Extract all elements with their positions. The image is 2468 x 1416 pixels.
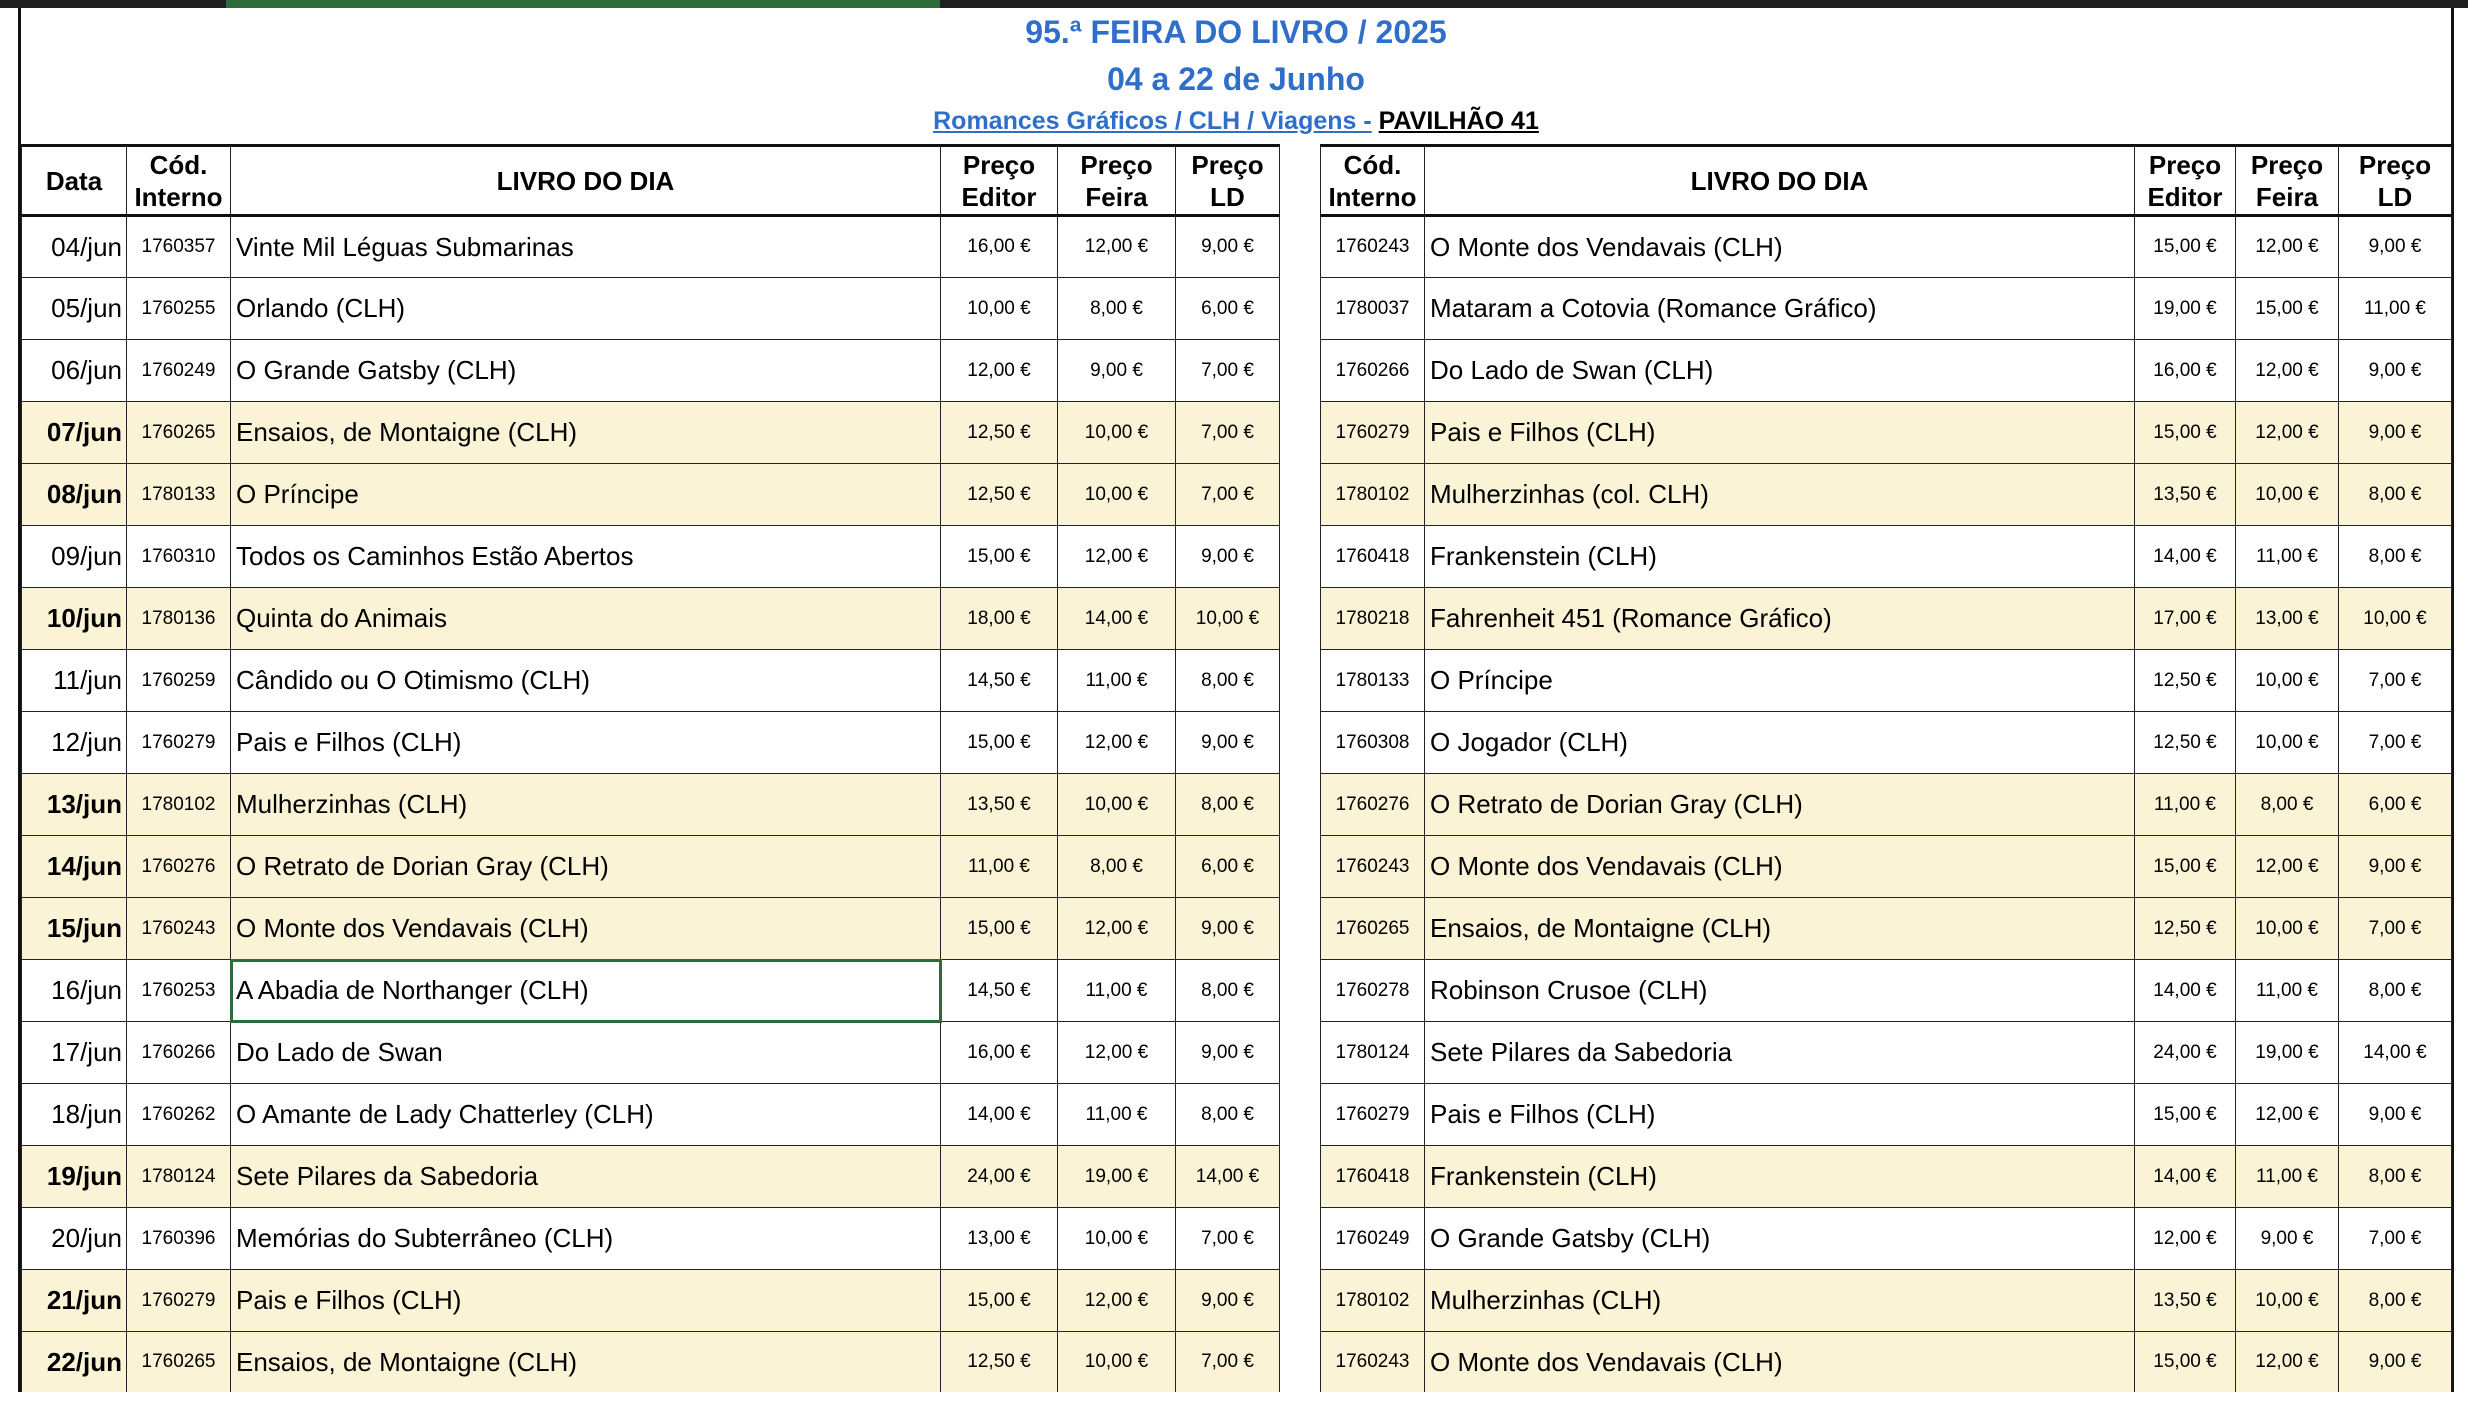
date-cell[interactable]: 16/jun	[22, 960, 127, 1022]
price-ld-cell-left[interactable]: 7,00 €	[1176, 464, 1280, 526]
date-cell[interactable]: 09/jun	[22, 526, 127, 588]
price-ld-cell-right[interactable]: 8,00 €	[2339, 464, 2452, 526]
price-editor-cell-right[interactable]: 15,00 €	[2135, 1084, 2236, 1146]
book-title-cell-right[interactable]: O Monte dos Vendavais (CLH)	[1425, 836, 2135, 898]
table-row	[22, 1084, 2452, 1146]
price-ld-cell-right[interactable]: 9,00 €	[2339, 340, 2452, 402]
date-cell[interactable]: 21/jun	[22, 1270, 127, 1332]
price-feira-cell-right[interactable]: 11,00 €	[2236, 526, 2339, 588]
gap-cell[interactable]	[1280, 588, 1321, 650]
date-cell[interactable]: 07/jun	[22, 402, 127, 464]
price-editor-cell-left[interactable]: 13,50 €	[941, 774, 1058, 836]
price-editor-cell-left[interactable]: 10,00 €	[941, 278, 1058, 340]
price-editor-cell-right[interactable]: 15,00 €	[2135, 216, 2236, 278]
page-title[interactable]: 95.ª FEIRA DO LIVRO / 2025	[1025, 14, 1447, 50]
price-feira-cell-left[interactable]: 12,00 €	[1058, 1022, 1176, 1084]
price-feira-cell-left[interactable]: 10,00 €	[1058, 402, 1176, 464]
table-row	[22, 526, 2452, 588]
subtitle[interactable]	[21, 107, 2451, 136]
price-feira-cell-left[interactable]: 11,00 €	[1058, 650, 1176, 712]
price-feira-cell-right[interactable]: 12,00 €	[2236, 1084, 2339, 1146]
date-cell[interactable]: 19/jun	[22, 1146, 127, 1208]
table-row	[22, 340, 2452, 402]
price-editor-cell-right[interactable]: 12,00 €	[2135, 1208, 2236, 1270]
price-feira-cell-right[interactable]: 9,00 €	[2236, 1208, 2339, 1270]
book-title-cell-left[interactable]: Mulherzinhas (CLH)	[231, 774, 941, 836]
code-cell-right[interactable]: 1780124	[1321, 1022, 1425, 1084]
book-title-cell-right[interactable]: Sete Pilares da Sabedoria	[1425, 1022, 2135, 1084]
table-row	[22, 1270, 2452, 1332]
date-cell[interactable]: 18/jun	[22, 1084, 127, 1146]
book-title-cell-left[interactable]: Vinte Mil Léguas Submarinas	[231, 216, 941, 278]
book-title-cell-right[interactable]: Mataram a Cotovia (Romance Gráfico)	[1425, 278, 2135, 340]
table-row	[22, 1022, 2452, 1084]
table-row	[22, 1146, 2452, 1208]
header-price-editor-left[interactable]: Preço Editor	[941, 146, 1058, 216]
header-date[interactable]: Data	[22, 146, 127, 216]
gap-cell[interactable]	[1280, 774, 1321, 836]
book-title-cell-left[interactable]: O Monte dos Vendavais (CLH)	[231, 898, 941, 960]
price-editor-cell-left[interactable]: 13,00 €	[941, 1208, 1058, 1270]
price-ld-cell-left[interactable]: 7,00 €	[1176, 340, 1280, 402]
code-cell-left[interactable]: 1760249	[127, 340, 231, 402]
book-title-cell-right[interactable]: O Retrato de Dorian Gray (CLH)	[1425, 774, 2135, 836]
price-editor-cell-right[interactable]: 14,00 €	[2135, 526, 2236, 588]
gap-cell[interactable]	[1280, 1022, 1321, 1084]
code-cell-left[interactable]: 1760357	[127, 216, 231, 278]
price-feira-cell-left[interactable]: 10,00 €	[1058, 1208, 1176, 1270]
gap-cell[interactable]	[1280, 1270, 1321, 1332]
price-ld-cell-right[interactable]: 7,00 €	[2339, 650, 2452, 712]
book-title-cell-right[interactable]: O Príncipe	[1425, 650, 2135, 712]
gap-cell[interactable]	[1280, 1332, 1321, 1394]
price-editor-cell-right[interactable]: 16,00 €	[2135, 340, 2236, 402]
date-cell[interactable]: 10/jun	[22, 588, 127, 650]
book-title-cell-left[interactable]: O Príncipe	[231, 464, 941, 526]
header-code-left[interactable]: Cód. Interno	[127, 146, 231, 216]
code-cell-left[interactable]: 1760266	[127, 1022, 231, 1084]
code-cell-left[interactable]: 1760253	[127, 960, 231, 1022]
price-editor-cell-right[interactable]: 19,00 €	[2135, 278, 2236, 340]
code-cell-left[interactable]: 1760310	[127, 526, 231, 588]
price-feira-cell-right[interactable]: 11,00 €	[2236, 960, 2339, 1022]
book-of-the-day-table	[21, 144, 2452, 1395]
price-ld-cell-right[interactable]: 7,00 €	[2339, 898, 2452, 960]
table-row	[22, 216, 2452, 278]
code-cell-left[interactable]: 1760255	[127, 278, 231, 340]
code-cell-right[interactable]: 1760276	[1321, 774, 1425, 836]
code-cell-right[interactable]: 1760265	[1321, 898, 1425, 960]
gap-cell[interactable]	[1280, 650, 1321, 712]
book-title-cell-left[interactable]: O Retrato de Dorian Gray (CLH)	[231, 836, 941, 898]
code-cell-right[interactable]: 1780133	[1321, 650, 1425, 712]
date-cell[interactable]: 22/jun	[22, 1332, 127, 1394]
code-cell-right[interactable]: 1760279	[1321, 1084, 1425, 1146]
price-ld-cell-left[interactable]: 7,00 €	[1176, 402, 1280, 464]
book-title-cell-left[interactable]: Ensaios, de Montaigne (CLH)	[231, 1332, 941, 1394]
price-editor-cell-left[interactable]: 24,00 €	[941, 1146, 1058, 1208]
price-feira-cell-right[interactable]: 10,00 €	[2236, 1270, 2339, 1332]
price-editor-cell-left[interactable]: 12,00 €	[941, 340, 1058, 402]
price-ld-cell-right[interactable]: 9,00 €	[2339, 216, 2452, 278]
book-title-cell-right[interactable]: Fahrenheit 451 (Romance Gráfico)	[1425, 588, 2135, 650]
price-ld-cell-left[interactable]: 9,00 €	[1176, 216, 1280, 278]
price-feira-cell-right[interactable]: 19,00 €	[2236, 1022, 2339, 1084]
code-cell-right[interactable]: 1760266	[1321, 340, 1425, 402]
code-cell-right[interactable]: 1760418	[1321, 526, 1425, 588]
gap-cell[interactable]	[1280, 960, 1321, 1022]
code-cell-left[interactable]: 1760279	[127, 712, 231, 774]
price-editor-cell-right[interactable]: 24,00 €	[2135, 1022, 2236, 1084]
price-ld-cell-right[interactable]: 9,00 €	[2339, 402, 2452, 464]
price-ld-cell-right[interactable]: 14,00 €	[2339, 1022, 2452, 1084]
book-title-cell-right[interactable]: Mulherzinhas (col. CLH)	[1425, 464, 2135, 526]
book-title-cell-left[interactable]: Sete Pilares da Sabedoria	[231, 1146, 941, 1208]
book-title-cell-left[interactable]: O Amante de Lady Chatterley (CLH)	[231, 1084, 941, 1146]
spreadsheet-top-border	[0, 0, 2468, 8]
book-title-cell-right[interactable]: O Jogador (CLH)	[1425, 712, 2135, 774]
code-cell-left[interactable]: 1760243	[127, 898, 231, 960]
price-editor-cell-left[interactable]: 15,00 €	[941, 712, 1058, 774]
price-ld-cell-right[interactable]: 8,00 €	[2339, 1270, 2452, 1332]
code-cell-left[interactable]: 1780102	[127, 774, 231, 836]
table-row	[22, 1208, 2452, 1270]
book-title-cell-right[interactable]: Robinson Crusoe (CLH)	[1425, 960, 2135, 1022]
table-row	[22, 402, 2452, 464]
price-feira-cell-left[interactable]: 19,00 €	[1058, 1146, 1176, 1208]
price-ld-cell-left[interactable]: 10,00 €	[1176, 588, 1280, 650]
date-cell[interactable]: 20/jun	[22, 1208, 127, 1270]
book-title-cell-right[interactable]: Pais e Filhos (CLH)	[1425, 402, 2135, 464]
table-row	[22, 836, 2452, 898]
code-cell-left[interactable]: 1760265	[127, 402, 231, 464]
price-feira-cell-right[interactable]: 15,00 €	[2236, 278, 2339, 340]
code-cell-right[interactable]: 1780037	[1321, 278, 1425, 340]
price-ld-cell-right[interactable]: 7,00 €	[2339, 1208, 2452, 1270]
book-title-cell-left[interactable]: A Abadia de Northanger (CLH)	[231, 960, 941, 1022]
book-title-cell-left[interactable]: Ensaios, de Montaigne (CLH)	[231, 402, 941, 464]
gap-cell[interactable]	[1280, 1208, 1321, 1270]
price-feira-cell-left[interactable]: 12,00 €	[1058, 526, 1176, 588]
price-editor-cell-left[interactable]: 14,50 €	[941, 960, 1058, 1022]
price-editor-cell-right[interactable]: 11,00 €	[2135, 774, 2236, 836]
code-cell-left[interactable]: 1760279	[127, 1270, 231, 1332]
book-title-cell-right[interactable]: Pais e Filhos (CLH)	[1425, 1084, 2135, 1146]
price-editor-cell-right[interactable]: 15,00 €	[2135, 1332, 2236, 1394]
gap-cell[interactable]	[1280, 216, 1321, 278]
price-editor-cell-left[interactable]: 14,00 €	[941, 1084, 1058, 1146]
price-feira-cell-right[interactable]: 10,00 €	[2236, 650, 2339, 712]
code-cell-right[interactable]: 1760279	[1321, 402, 1425, 464]
book-title-cell-left[interactable]: Orlando (CLH)	[231, 278, 941, 340]
table-row	[22, 464, 2452, 526]
table-row	[22, 898, 2452, 960]
price-editor-cell-right[interactable]: 17,00 €	[2135, 588, 2236, 650]
price-feira-cell-left[interactable]: 12,00 €	[1058, 712, 1176, 774]
code-cell-left[interactable]: 1780133	[127, 464, 231, 526]
price-editor-cell-right[interactable]: 12,50 €	[2135, 898, 2236, 960]
price-editor-cell-left[interactable]: 12,50 €	[941, 1332, 1058, 1394]
code-cell-right[interactable]: 1760278	[1321, 960, 1425, 1022]
gap-cell[interactable]	[1280, 898, 1321, 960]
price-feira-cell-left[interactable]: 10,00 €	[1058, 774, 1176, 836]
date-cell[interactable]: 05/jun	[22, 278, 127, 340]
price-feira-cell-right[interactable]: 13,00 €	[2236, 588, 2339, 650]
price-ld-cell-right[interactable]: 8,00 €	[2339, 960, 2452, 1022]
table-row	[22, 774, 2452, 836]
price-ld-cell-right[interactable]: 11,00 €	[2339, 278, 2452, 340]
gap-cell[interactable]	[1280, 1084, 1321, 1146]
price-editor-cell-left[interactable]: 18,00 €	[941, 588, 1058, 650]
price-ld-cell-left[interactable]: 9,00 €	[1176, 1022, 1280, 1084]
gap-cell[interactable]	[1280, 526, 1321, 588]
gap-cell[interactable]	[1280, 712, 1321, 774]
date-cell[interactable]: 13/jun	[22, 774, 127, 836]
gap-cell[interactable]	[1280, 340, 1321, 402]
price-feira-cell-left[interactable]: 8,00 €	[1058, 278, 1176, 340]
price-editor-cell-left[interactable]: 12,50 €	[941, 402, 1058, 464]
price-ld-cell-right[interactable]: 8,00 €	[2339, 526, 2452, 588]
price-editor-cell-right[interactable]: 12,50 €	[2135, 712, 2236, 774]
price-ld-cell-left[interactable]: 8,00 €	[1176, 774, 1280, 836]
table-row	[22, 278, 2452, 340]
price-ld-cell-left[interactable]: 6,00 €	[1176, 278, 1280, 340]
price-editor-cell-left[interactable]: 12,50 €	[941, 464, 1058, 526]
gap-cell[interactable]	[1280, 464, 1321, 526]
spreadsheet-sheet	[18, 8, 2454, 1392]
price-ld-cell-left[interactable]: 7,00 €	[1176, 1208, 1280, 1270]
book-title-cell-left[interactable]: O Grande Gatsby (CLH)	[231, 340, 941, 402]
header-gap[interactable]	[1280, 146, 1321, 216]
code-cell-right[interactable]: 1780102	[1321, 1270, 1425, 1332]
header-price-feira-left[interactable]: Preço Feira	[1058, 146, 1176, 216]
price-feira-cell-right[interactable]: 10,00 €	[2236, 712, 2339, 774]
table-row	[22, 712, 2452, 774]
price-feira-cell-right[interactable]: 12,00 €	[2236, 1332, 2339, 1394]
date-cell[interactable]: 15/jun	[22, 898, 127, 960]
header-price-ld-right[interactable]: Preço LD	[2339, 146, 2452, 216]
price-feira-cell-left[interactable]: 12,00 €	[1058, 216, 1176, 278]
code-cell-right[interactable]: 1780102	[1321, 464, 1425, 526]
date-cell[interactable]: 12/jun	[22, 712, 127, 774]
book-title-cell-right[interactable]: Mulherzinhas (CLH)	[1425, 1270, 2135, 1332]
header-title-left[interactable]: LIVRO DO DIA	[231, 146, 941, 216]
header-price-feira-right[interactable]: Preço Feira	[2236, 146, 2339, 216]
price-feira-cell-left[interactable]: 12,00 €	[1058, 1270, 1176, 1332]
date-cell[interactable]: 14/jun	[22, 836, 127, 898]
table-row	[22, 650, 2452, 712]
price-feira-cell-left[interactable]: 11,00 €	[1058, 960, 1176, 1022]
price-editor-cell-left[interactable]: 15,00 €	[941, 898, 1058, 960]
price-feira-cell-right[interactable]: 12,00 €	[2236, 836, 2339, 898]
code-cell-right[interactable]: 1760308	[1321, 712, 1425, 774]
book-title-cell-right[interactable]: Frankenstein (CLH)	[1425, 1146, 2135, 1208]
price-editor-cell-right[interactable]: 13,50 €	[2135, 464, 2236, 526]
date-cell[interactable]: 11/jun	[22, 650, 127, 712]
price-ld-cell-left[interactable]: 8,00 €	[1176, 650, 1280, 712]
price-ld-cell-right[interactable]: 9,00 €	[2339, 1332, 2452, 1394]
price-editor-cell-right[interactable]: 14,00 €	[2135, 1146, 2236, 1208]
header-code-right[interactable]: Cód. Interno	[1321, 146, 1425, 216]
price-feira-cell-left[interactable]: 8,00 €	[1058, 836, 1176, 898]
price-feira-cell-right[interactable]: 8,00 €	[2236, 774, 2339, 836]
book-title-cell-right[interactable]: O Monte dos Vendavais (CLH)	[1425, 216, 2135, 278]
book-title-cell-left[interactable]: Pais e Filhos (CLH)	[231, 712, 941, 774]
date-range-title[interactable]: 04 a 22 de Junho	[1107, 61, 1365, 97]
price-editor-cell-right[interactable]: 14,00 €	[2135, 960, 2236, 1022]
code-cell-left[interactable]: 1760276	[127, 836, 231, 898]
date-cell[interactable]: 17/jun	[22, 1022, 127, 1084]
code-cell-left[interactable]: 1780136	[127, 588, 231, 650]
book-title-cell-left[interactable]: Pais e Filhos (CLH)	[231, 1270, 941, 1332]
price-ld-cell-left[interactable]: 14,00 €	[1176, 1146, 1280, 1208]
price-ld-cell-left[interactable]: 7,00 €	[1176, 1332, 1280, 1394]
price-editor-cell-left[interactable]: 11,00 €	[941, 836, 1058, 898]
price-ld-cell-left[interactable]: 8,00 €	[1176, 1084, 1280, 1146]
header-price-editor-right[interactable]: Preço Editor	[2135, 146, 2236, 216]
price-ld-cell-left[interactable]: 6,00 €	[1176, 836, 1280, 898]
subtitle-categories: Romances Gráficos / CLH / Viagens -	[933, 107, 1372, 135]
code-cell-left[interactable]: 1780124	[127, 1146, 231, 1208]
price-editor-cell-left[interactable]: 16,00 €	[941, 216, 1058, 278]
title-block	[21, 8, 2451, 144]
price-ld-cell-left[interactable]: 9,00 €	[1176, 1270, 1280, 1332]
price-ld-cell-right[interactable]: 8,00 €	[2339, 1146, 2452, 1208]
code-cell-left[interactable]: 1760259	[127, 650, 231, 712]
code-cell-left[interactable]: 1760265	[127, 1332, 231, 1394]
price-feira-cell-right[interactable]: 12,00 €	[2236, 340, 2339, 402]
price-ld-cell-left[interactable]: 9,00 €	[1176, 526, 1280, 588]
book-title-cell-left[interactable]: Todos os Caminhos Estão Abertos	[231, 526, 941, 588]
price-ld-cell-right[interactable]: 6,00 €	[2339, 774, 2452, 836]
price-editor-cell-right[interactable]: 15,00 €	[2135, 836, 2236, 898]
price-editor-cell-left[interactable]: 15,00 €	[941, 1270, 1058, 1332]
price-editor-cell-left[interactable]: 14,50 €	[941, 650, 1058, 712]
book-title-cell-left[interactable]: Quinta do Animais	[231, 588, 941, 650]
price-feira-cell-right[interactable]: 12,00 €	[2236, 216, 2339, 278]
book-title-cell-left[interactable]: Cândido ou O Otimismo (CLH)	[231, 650, 941, 712]
price-editor-cell-right[interactable]: 15,00 €	[2135, 402, 2236, 464]
column-selection-indicator	[226, 0, 940, 8]
header-price-ld-left[interactable]: Preço LD	[1176, 146, 1280, 216]
code-cell-left[interactable]: 1760262	[127, 1084, 231, 1146]
price-feira-cell-left[interactable]: 10,00 €	[1058, 464, 1176, 526]
book-title-cell-right[interactable]: Do Lado de Swan (CLH)	[1425, 340, 2135, 402]
table-row	[22, 1332, 2452, 1394]
price-editor-cell-left[interactable]: 15,00 €	[941, 526, 1058, 588]
code-cell-right[interactable]: 1760243	[1321, 216, 1425, 278]
table-row	[22, 960, 2452, 1022]
table-row	[22, 588, 2452, 650]
book-title-cell-right[interactable]: Frankenstein (CLH)	[1425, 526, 2135, 588]
price-feira-cell-left[interactable]: 11,00 €	[1058, 1084, 1176, 1146]
price-feira-cell-left[interactable]: 9,00 €	[1058, 340, 1176, 402]
book-title-cell-left[interactable]: Do Lado de Swan	[231, 1022, 941, 1084]
book-title-cell-left[interactable]: Memórias do Subterrâneo (CLH)	[231, 1208, 941, 1270]
price-ld-cell-right[interactable]: 7,00 €	[2339, 712, 2452, 774]
price-feira-cell-left[interactable]: 10,00 €	[1058, 1332, 1176, 1394]
book-title-cell-right[interactable]: O Monte dos Vendavais (CLH)	[1425, 1332, 2135, 1394]
price-feira-cell-right[interactable]: 10,00 €	[2236, 464, 2339, 526]
price-editor-cell-right[interactable]: 12,50 €	[2135, 650, 2236, 712]
code-cell-left[interactable]: 1760396	[127, 1208, 231, 1270]
price-ld-cell-right[interactable]: 9,00 €	[2339, 836, 2452, 898]
gap-cell[interactable]	[1280, 1146, 1321, 1208]
gap-cell[interactable]	[1280, 278, 1321, 340]
price-ld-cell-left[interactable]: 9,00 €	[1176, 712, 1280, 774]
price-ld-cell-left[interactable]: 9,00 €	[1176, 898, 1280, 960]
price-feira-cell-right[interactable]: 11,00 €	[2236, 1146, 2339, 1208]
subtitle-pavilion: PAVILHÃO 41	[1378, 107, 1539, 135]
price-feira-cell-left[interactable]: 14,00 €	[1058, 588, 1176, 650]
price-editor-cell-left[interactable]: 16,00 €	[941, 1022, 1058, 1084]
gap-cell[interactable]	[1280, 836, 1321, 898]
code-cell-right[interactable]: 1760243	[1321, 1332, 1425, 1394]
date-cell[interactable]: 04/jun	[22, 216, 127, 278]
book-title-cell-right[interactable]: Ensaios, de Montaigne (CLH)	[1425, 898, 2135, 960]
price-feira-cell-left[interactable]: 12,00 €	[1058, 898, 1176, 960]
code-cell-right[interactable]: 1760418	[1321, 1146, 1425, 1208]
code-cell-right[interactable]: 1780218	[1321, 588, 1425, 650]
code-cell-right[interactable]: 1760243	[1321, 836, 1425, 898]
price-editor-cell-right[interactable]: 13,50 €	[2135, 1270, 2236, 1332]
gap-cell[interactable]	[1280, 402, 1321, 464]
header-title-right[interactable]: LIVRO DO DIA	[1425, 146, 2135, 216]
code-cell-right[interactable]: 1760249	[1321, 1208, 1425, 1270]
price-feira-cell-right[interactable]: 12,00 €	[2236, 402, 2339, 464]
price-feira-cell-right[interactable]: 10,00 €	[2236, 898, 2339, 960]
sheet-bottom-area	[0, 1392, 2468, 1416]
book-title-cell-right[interactable]: O Grande Gatsby (CLH)	[1425, 1208, 2135, 1270]
date-cell[interactable]: 06/jun	[22, 340, 127, 402]
price-ld-cell-right[interactable]: 10,00 €	[2339, 588, 2452, 650]
date-cell[interactable]: 08/jun	[22, 464, 127, 526]
price-ld-cell-left[interactable]: 8,00 €	[1176, 960, 1280, 1022]
header-row	[22, 146, 2452, 216]
price-ld-cell-right[interactable]: 9,00 €	[2339, 1084, 2452, 1146]
